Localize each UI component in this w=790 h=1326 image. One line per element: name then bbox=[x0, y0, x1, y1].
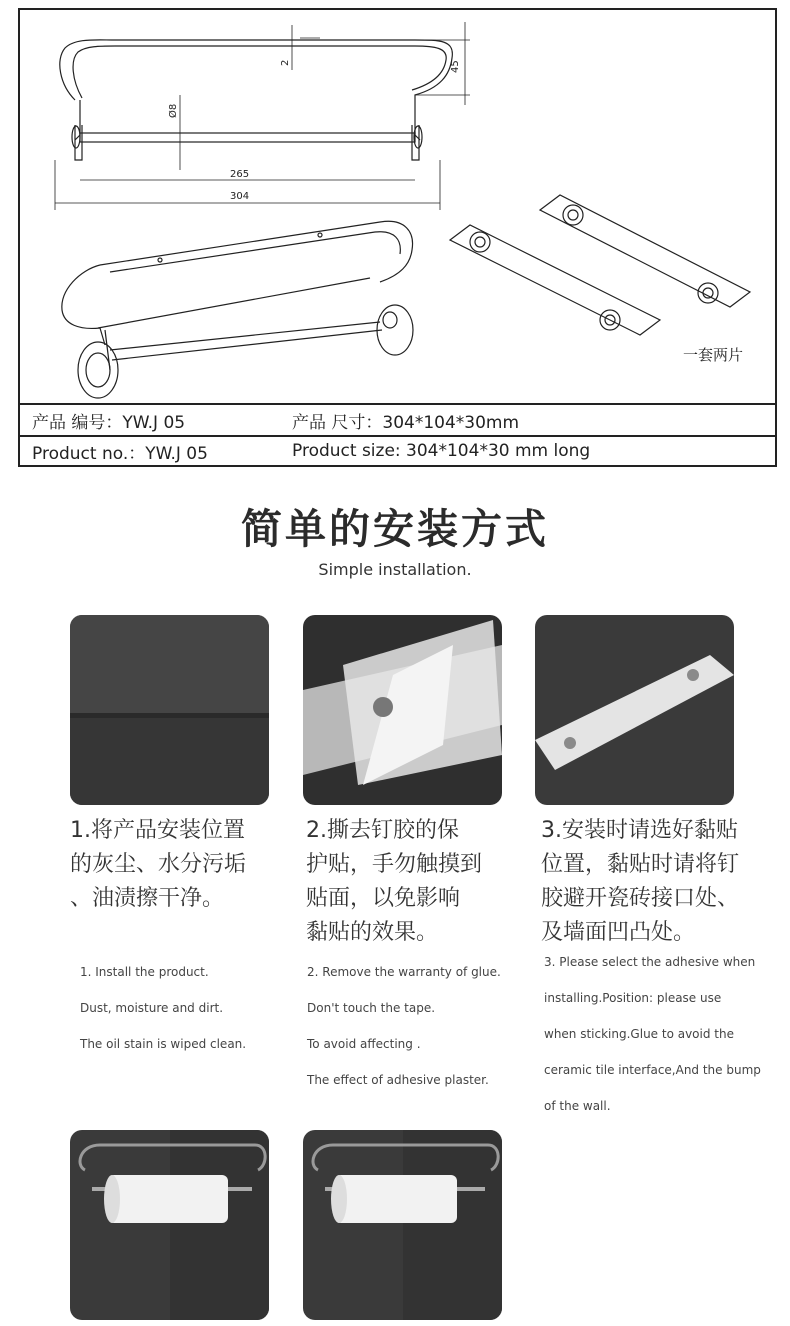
step3-en-line: when sticking.Glue to avoid the bbox=[544, 1027, 734, 1041]
section-subtitle: Simple installation. bbox=[318, 560, 472, 579]
product-size-en: Product size: 304*104*30 mm long bbox=[292, 441, 591, 461]
step3-text-en bbox=[544, 944, 790, 1124]
dim-rod-diameter: Ø8 bbox=[168, 103, 179, 118]
step1-en-line: 1. Install the product. bbox=[80, 965, 209, 979]
step1-cn-line: 的灰尘、水分污垢 bbox=[70, 852, 247, 877]
pads-note: 一套两片 bbox=[683, 346, 744, 364]
step3-en-line: installing.Position: please use bbox=[544, 991, 722, 1005]
step2-cn-line: 黏贴的效果。 bbox=[306, 920, 439, 945]
installed-holder-photo-2 bbox=[303, 1130, 502, 1320]
step2-cn-line: 贴面，以免影响 bbox=[306, 886, 461, 911]
step1-en-line: The oil stain is wiped clean. bbox=[80, 1037, 247, 1051]
product-size-cn: 产品 尺寸：304*104*30mm bbox=[292, 412, 520, 433]
step3-en-line: ceramic tile interface,And the bump bbox=[544, 1063, 761, 1077]
step1-text-en bbox=[80, 954, 280, 1062]
product-no-cn: 产品 编号：YW.J 05 bbox=[32, 412, 186, 433]
step2-en-line: To avoid affecting . bbox=[307, 1037, 421, 1051]
perspective-view bbox=[62, 221, 413, 398]
step1-wall-tile-photo bbox=[70, 615, 269, 805]
step2-en-line: 2. Remove the warranty of glue. bbox=[307, 965, 501, 979]
step2-en-line: The effect of adhesive plaster. bbox=[307, 1073, 489, 1087]
step3-cn-line: 位置，黏贴时请将钉 bbox=[541, 852, 740, 877]
step3-en-line: 3. Please select the adhesive when bbox=[544, 955, 756, 969]
step2-cn-line: 2.撕去钉胶的保 bbox=[306, 818, 459, 843]
technical-drawing bbox=[20, 10, 775, 403]
installed-holder-photo-1 bbox=[70, 1130, 269, 1320]
dim-height: 45 bbox=[450, 60, 461, 73]
section-title: 简单的安装方式 bbox=[241, 505, 549, 553]
step2-text-cn bbox=[306, 814, 531, 950]
step3-adhesive-pad-photo bbox=[535, 615, 734, 805]
spec-sheet bbox=[18, 8, 777, 467]
step2-en-line: Don't touch the tape. bbox=[307, 1001, 436, 1015]
dim-rod-length: 265 bbox=[230, 169, 250, 180]
step3-text-cn bbox=[541, 814, 786, 950]
step3-cn-line: 3.安装时请选好黏贴 bbox=[541, 818, 738, 843]
step3-en-line: of the wall. bbox=[544, 1099, 611, 1113]
step1-en-line: Dust, moisture and dirt. bbox=[80, 1001, 224, 1015]
dim-thickness: 2 bbox=[280, 59, 291, 66]
step2-cn-line: 护贴，手勿触摸到 bbox=[306, 852, 483, 877]
step3-cn-line: 胶避开瓷砖接口处、 bbox=[541, 886, 740, 911]
step1-text-cn bbox=[70, 814, 285, 916]
spec-row-en bbox=[20, 435, 775, 465]
step1-cn-line: 1.将产品安装位置 bbox=[70, 818, 245, 843]
spec-row-cn bbox=[20, 403, 775, 435]
product-no-en: Product no.：YW.J 05 bbox=[32, 443, 208, 464]
adhesive-pads bbox=[450, 195, 750, 335]
step2-peel-tape-photo bbox=[303, 615, 502, 805]
step2-text-en bbox=[307, 954, 537, 1098]
dim-total-length: 304 bbox=[230, 191, 250, 202]
step3-cn-line: 及墙面凹凸处。 bbox=[541, 920, 696, 945]
step1-cn-line: 、油渍擦干净。 bbox=[70, 886, 225, 911]
